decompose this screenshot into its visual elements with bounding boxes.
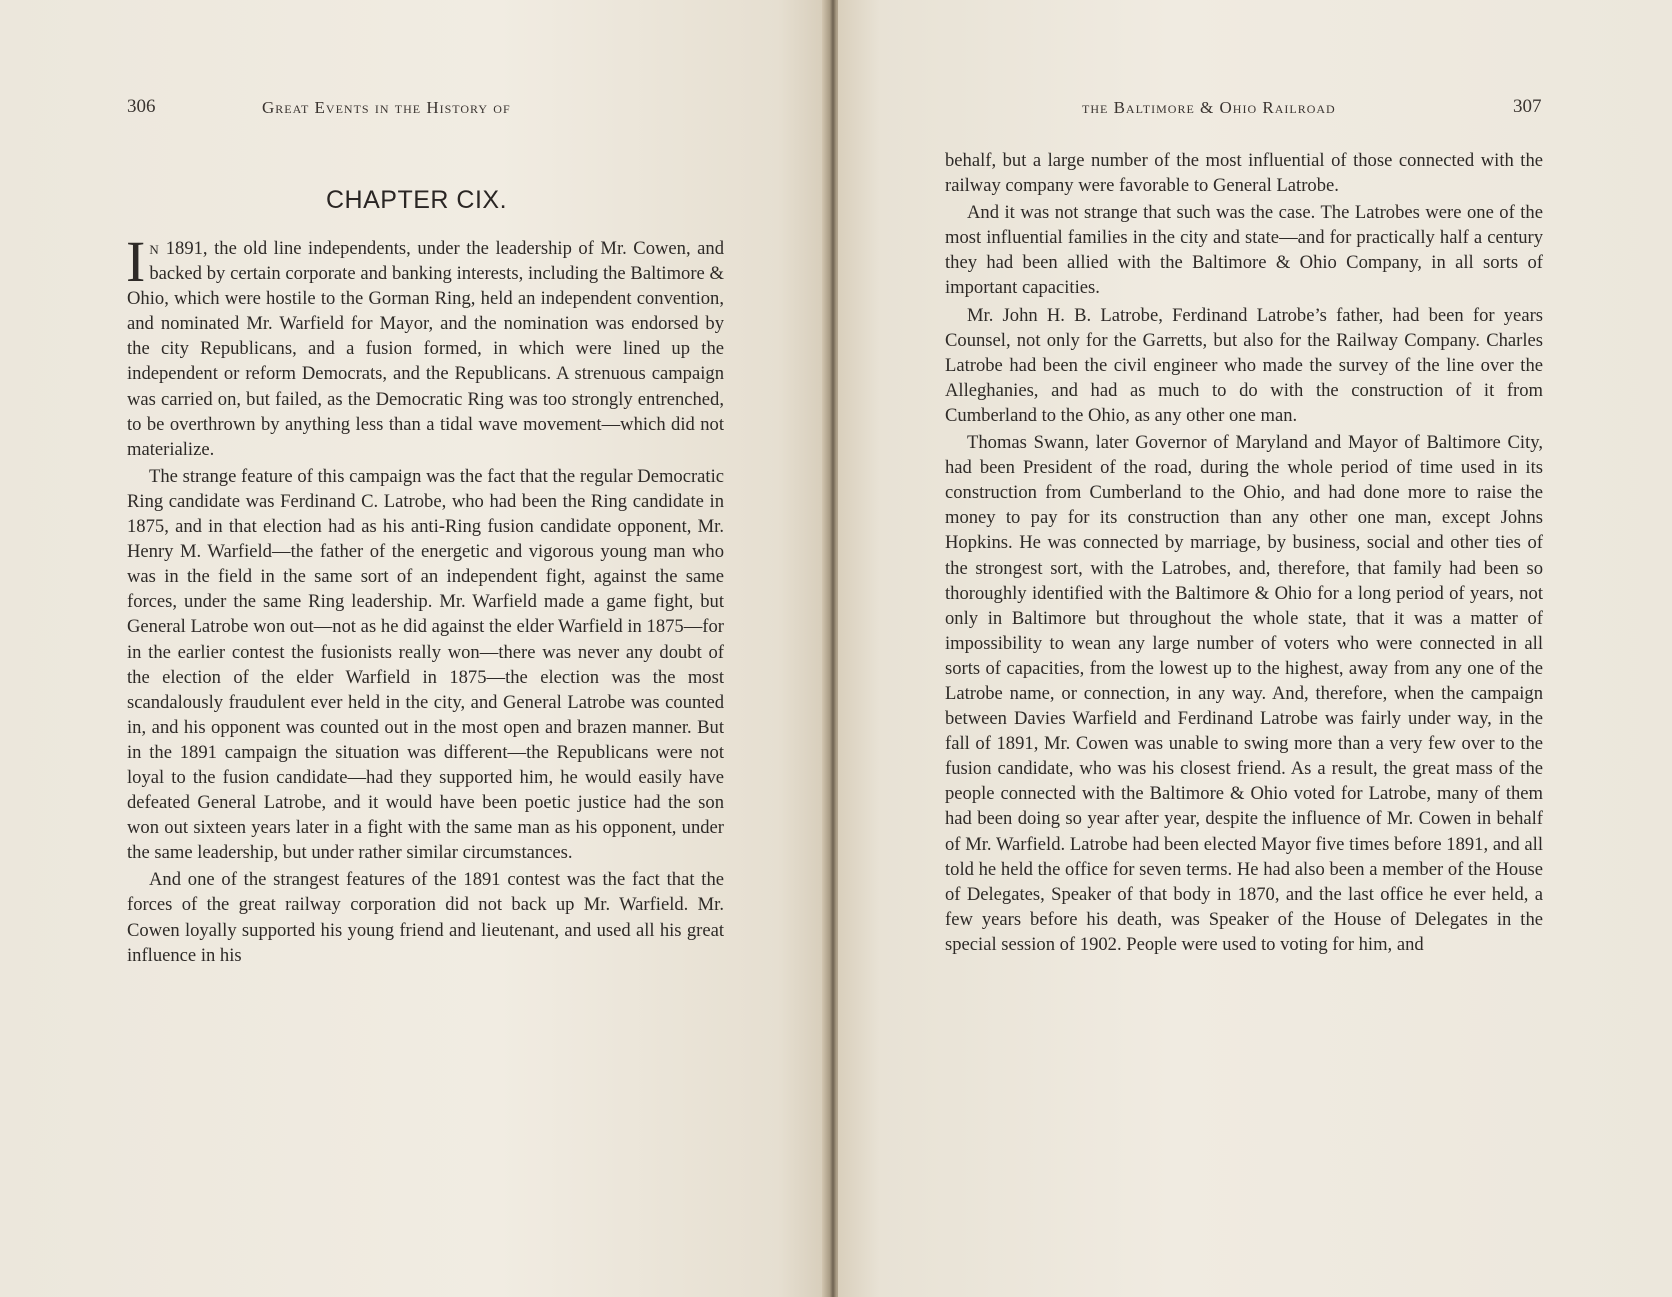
right-folio: 307 bbox=[1513, 96, 1542, 117]
right-text-block bbox=[945, 148, 1543, 959]
left-folio: 306 bbox=[127, 96, 156, 117]
right-paragraph-2: And it was not strange that such was the case. The Latrobes were one of the most influential families in the city and state—and for practically half a century they had been allied with the Baltimore & Ohio Company, in all sorts of important capacities. bbox=[945, 202, 1543, 299]
drop-cap: I bbox=[126, 229, 146, 294]
left-page bbox=[0, 0, 828, 1297]
left-paragraph-2: The strange feature of this campaign was the fact that the regular Democratic Ring candidate was Ferdinand C. Latrobe, who had been the Ring candidate in 1875, and in that election had as his anti-Ring fusion candidate opponent, Mr. Henry M. Warfield—the father of the energetic and vigorous young man who was in the field in the same sort of an independent fight, against the same forces, under the same Ring leadership. Mr. Warfield made a game fight, but General Latrobe won out—not as he did against the elder Warfield in 1875—for in the earlier contest the fusionists really won—there was never any doubt of the election of the elder Warfield in 1875—the election was the most scandalously fraudulent ever held in the city, and General Latrobe was counted in, and his opponent was counted out in the most open and brazen manner. But in the 1891 campaign the situation was different—the Republicans were not loyal to the fusion candidate—had they supported him, he would easily have defeated General Latrobe, and it would have been poetic justice had the son won out sixteen years later in a fight with the same man as his opponent, under the same leadership, but under rather similar circumstances. bbox=[127, 465, 724, 864]
left-paragraph-3: And one of the strangest features of the 1891 contest was the fact that the forces of the great railway corporation did not back up Mr. Warfield. Mr. Cowen loyally supported his young friend and lieutenant, and used all his great influence in his bbox=[127, 869, 724, 966]
right-paragraph-3: Mr. John H. B. Latrobe, Ferdinand Latrobe’s father, had been for years Counsel, not only for the Garretts, but also for the Railway Company. Charles Latrobe had been the civil engineer who made the survey of the line over the Alleghanies, and had as much to do with the construction of it from Cumberland to the Ohio, as any other one man. bbox=[945, 304, 1543, 426]
left-text-block bbox=[126, 229, 724, 970]
right-page bbox=[838, 0, 1672, 1297]
chapter-title: CHAPTER CIX. bbox=[326, 186, 508, 214]
left-paragraph-1 bbox=[126, 229, 724, 462]
right-paragraph-1: behalf, but a large number of the most influential of those connected with the railway company were favorable to General Latrobe. bbox=[945, 150, 1543, 197]
right-running-head: the Baltimore & Ohio Railroad bbox=[1082, 98, 1336, 117]
right-paragraph-4: Thomas Swann, later Governor of Maryland and Mayor of Baltimore City, had been President of the road, during the whole period of time used in its construction from Cumberland to the Ohio, and had done more to raise the money to pay for its construction than any other one man, except Johns Hopkins. He was connected by marriage, by business, social and other ties of the strongest sort, with the Latrobes, and, therefore, that family had been so thoroughly identified with the Baltimore & Ohio for a long period of years, not only in Baltimore but throughout the whole state, that it was a matter of impossibility to wean any large number of voters who were connected in all sorts of capacities, from the lowest up to the highest, away from any one of the Latrobe name, or connection, in any way. And, therefore, when the campaign between Davies Warfield and Ferdinand Latrobe was fairly under way, in the fall of 1891, Mr. Cowen was unable to swing more than a very few over to the fusion candidate, who was his closest friend. As a result, the great mass of the people connected with the Baltimore & Ohio voted for Latrobe, many of them had been doing so year after year, despite the influence of Mr. Cowen in behalf of Mr. Warfield. Latrobe had been elected Mayor five times before 1891, and all told he held the office for seven terms. He had also been a member of the House of Delegates, Speaker of that body in 1870, and the last office he ever held, a few years before his death, was Speaker of the House of Delegates in the special session of 1902. People were used to voting for him, and bbox=[945, 432, 1543, 955]
lead-in: n bbox=[149, 238, 160, 259]
left-paragraph-1-text: 1891, the old line independents, under the leadership of Mr. Cowen, and backed by certain corporate and banking interests, including the Baltimore & Ohio, which were hostile to the Gorman Ring, held an independent convention, and nominated Mr. Warfield for Mayor, and the nomination was endorsed by the city Republicans, and a fusion formed, in which were lined up the independent or reform Democrats, and the Republicans. A strenuous campaign was carried on, but failed, as the Democratic Ring was too strongly entrenched, to be overthrown by anything less than a tidal wave movement—which did not materialize. bbox=[127, 238, 724, 460]
left-running-head: Great Events in the History of bbox=[262, 98, 511, 117]
